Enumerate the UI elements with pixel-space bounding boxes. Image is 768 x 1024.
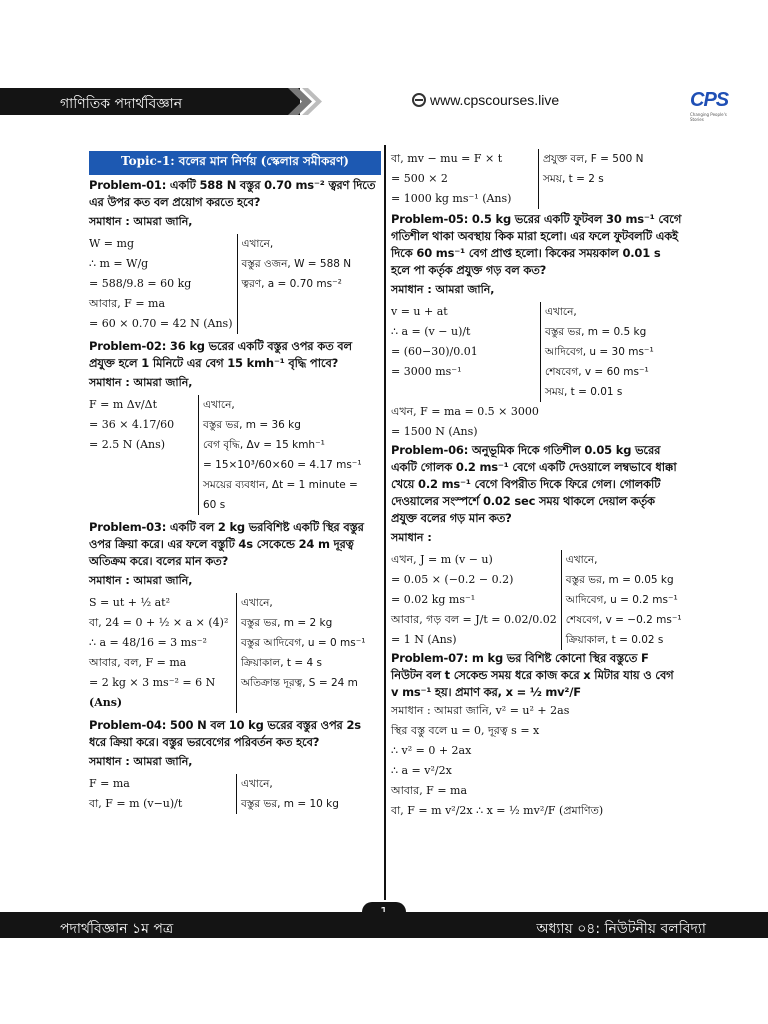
given-line: সময়, t = 0.01 s [545, 386, 623, 398]
website-url: www.cpscourses.live [430, 92, 560, 108]
footer-bar [0, 912, 768, 938]
problem-02-solution [89, 395, 381, 515]
given-line: বস্তুর আদিবেগ, u = 0 ms⁻¹ [241, 637, 366, 649]
problem-05-solution [391, 302, 683, 402]
equation-line: (Ans) [89, 696, 123, 709]
equation-line: = 3000 ms⁻¹ [391, 365, 462, 378]
equation-line: = 2 kg × 3 ms⁻² = 6 N [89, 676, 216, 689]
equation-line: F = m Δv/Δt [89, 398, 157, 411]
problem-06-given [562, 550, 683, 650]
equation-line: এখন, F = ma = 0.5 × 3000 [391, 405, 539, 418]
problem-03-solution [89, 593, 381, 713]
problem-04-working-continued [391, 149, 539, 209]
given-line: = 15×10³/60×60 = 4.17 ms⁻¹ [203, 459, 362, 471]
problem-01-question: Problem-01: একটি 588 N বস্তুর 0.70 ms⁻² ত্বরণ দিতে এর উপর কত বল প্রয়োগ করতে হবে? [89, 178, 376, 209]
given-line: বস্তুর ভর, m = 0.05 kg [565, 574, 674, 586]
logo-subtext: Changing People's Stories [690, 112, 727, 122]
equation-line: বা, F = m (v−u)/t [89, 797, 183, 810]
header-title-band [0, 88, 300, 115]
problem-01-solution [89, 234, 381, 334]
given-line: এখানে, [241, 778, 273, 790]
given-line: শেষবেগ, v = 60 ms⁻¹ [545, 366, 649, 378]
problem-04-solution [89, 774, 381, 814]
problem-04-working [89, 774, 237, 814]
equation-line: আবার, গড় বল = J/t = 0.02/0.02 [391, 613, 557, 626]
equation-line: = (60−30)/0.01 [391, 345, 478, 358]
problem-01-working [89, 234, 238, 334]
equation-line: = 588/9.8 = 60 kg [89, 277, 192, 290]
equation-line: = 0.02 kg ms⁻¹ [391, 593, 476, 606]
given-line: শেষবেগ, v = −0.2 ms⁻¹ [565, 614, 682, 626]
equation-line: স্থির বস্তু বলে u = 0, দূরত্ব s = x [391, 724, 540, 737]
header-title: গাণিতিক পদার্থবিজ্ঞান [60, 96, 183, 112]
problem-01-given [238, 234, 382, 334]
problem-02-working [89, 395, 199, 515]
given-line: ত্বরণ, a = 0.70 ms⁻² [241, 278, 342, 290]
problem-07-question: Problem-07: m kg ভর বিশিষ্ট কোনো স্থির বস্তুতে F নিউটন বল t সেকেন্ড সময় ধরে কাজ করে x মিটার যায় ও বেগ v ms⁻¹ হয়। প্রমাণ কর, x = ½ mv²/F [391, 651, 674, 699]
given-line: সময়, t = 2 s [543, 173, 604, 185]
solution-label: সমাধান : আমরা জানি, [89, 574, 193, 587]
footer-chapter: অধ্যায় ০৪: নিউটনীয় বলবিদ্যা [536, 921, 706, 937]
given-line: ক্রিয়াকাল, t = 4 s [241, 657, 322, 669]
problem-05-working [391, 302, 541, 402]
equation-line: আবার, F = ma [89, 297, 166, 310]
equation-line: সমাধান : আমরা জানি, v² = u² + 2as [391, 704, 570, 717]
given-line: আদিবেগ, u = 30 ms⁻¹ [545, 346, 654, 358]
given-line: এখানে, [241, 238, 274, 250]
given-line: আদিবেগ, u = 0.2 ms⁻¹ [565, 594, 678, 606]
given-line: এখানে, [203, 399, 235, 411]
given-line: 60 s [203, 499, 226, 511]
given-line: ক্রিয়াকাল, t = 0.02 s [565, 634, 664, 646]
left-column [89, 147, 381, 814]
equation-line: বা, mv − mu = F × t [391, 152, 503, 165]
equation-line: = 1500 N (Ans) [391, 425, 478, 438]
equation-line: এখন, J = m (v − u) [391, 553, 493, 566]
given-line: বস্তুর ভর, m = 2 kg [241, 617, 333, 629]
equation-line: F = ma [89, 777, 130, 790]
given-line: এখানে, [545, 306, 577, 318]
equation-line: = 60 × 0.70 = 42 N (Ans) [89, 317, 233, 330]
problem-06-solution [391, 550, 683, 650]
equation-line: ∴ v² = 0 + 2ax [391, 744, 472, 757]
globe-icon [412, 93, 426, 107]
given-line: এখানে, [565, 554, 598, 566]
solution-label: সমাধান : [391, 531, 432, 544]
right-column [391, 147, 683, 821]
logo-text: CPS [690, 89, 729, 111]
problem-03-given [237, 593, 381, 713]
equation-line: ∴ a = 48/16 = 3 ms⁻² [89, 636, 207, 649]
footer-subject: পদার্থবিজ্ঞান ১ম পত্র [60, 921, 174, 937]
equation-line: v = u + at [391, 305, 448, 318]
equation-line: বা, F = m v²/2x ∴ x = ½ mv²/F (প্রমাণিত) [391, 804, 604, 817]
equation-line: আবার, F = ma [391, 784, 468, 797]
problem-05-given [541, 302, 683, 402]
problem-02-given [199, 395, 381, 515]
problem-04-solution-continued [391, 149, 683, 209]
solution-label: সমাধান : আমরা জানি, [89, 376, 193, 389]
given-line: বস্তুর ভর, m = 36 kg [203, 419, 301, 431]
equation-line: = 1 N (Ans) [391, 633, 457, 646]
solution-label: সমাধান : আমরা জানি, [391, 283, 495, 296]
given-line: বস্তুর ভর, m = 0.5 kg [545, 326, 647, 338]
given-line: বেগ বৃদ্ধি, Δv = 15 kmh⁻¹ [203, 439, 325, 451]
equation-line: = 500 × 2 [391, 172, 448, 185]
problem-04-question: Problem-04: 500 N বল 10 kg ভরের বস্তুর ওপর 2s ধরে ক্রিয়া করে। বস্তুর ভরবেগের পরিবর্তন কত হবে? [89, 718, 361, 749]
equation-line: W = mg [89, 237, 134, 250]
given-line: বস্তুর ভর, m = 10 kg [241, 798, 339, 810]
problem-06-working [391, 550, 562, 650]
problem-04-given [237, 774, 381, 814]
equation-line: S = ut + ½ at² [89, 596, 171, 609]
given-line: বস্তুর ওজন, W = 588 N [241, 258, 352, 270]
solution-label: সমাধান : আমরা জানি, [89, 215, 193, 228]
equation-line: = 0.05 × (−0.2 − 0.2) [391, 573, 514, 586]
topic-heading: Topic-1: বলের মান নির্ণয় (স্কেলার সমীকরণ) [89, 151, 381, 175]
problem-03-working [89, 593, 237, 713]
equation-line: = 1000 kg ms⁻¹ (Ans) [391, 192, 512, 205]
equation-line: ∴ a = v²/2x [391, 764, 452, 777]
equation-line: আবার, বল, F = ma [89, 656, 187, 669]
problem-02-question: Problem-02: 36 kg ভরের একটি বস্তুর ওপর কত বল প্রযুক্ত হলে 1 মিনিটে এর বেগ 15 kmh⁻¹ বৃদ্ধি পাবে? [89, 339, 352, 370]
website-link[interactable] [412, 92, 559, 108]
given-line: সময়ের ব্যবধান, Δt = 1 minute = [203, 479, 358, 491]
equation-line: বা, 24 = 0 + ½ × a × (4)² [89, 616, 229, 629]
cps-logo [690, 89, 734, 122]
given-line: প্রযুক্ত বল, F = 500 N [543, 153, 644, 165]
equation-line: ∴ a = (v − u)/t [391, 325, 471, 338]
solution-label: সমাধান : আমরা জানি, [89, 755, 193, 768]
problem-04-given-continued [539, 149, 683, 209]
equation-line: ∴ m = W/g [89, 257, 149, 270]
problem-06-question: Problem-06: অনুভূমিক দিকে গতিশীল 0.05 kg ভরের একটি গোলক 0.2 ms⁻¹ বেগে একটি দেওয়ালে লম্বভাবে ধাক্কা খেয়ে 0.2 ms⁻¹ বেগে বিপরীত দিকে ফিরে গেল। গোলকটি দেওয়ালের সংস্পর্শে 0.02 sec সময় থাকলে দেয়াল কর্তৃক প্রযুক্ত বলের গড় মান কত? [391, 443, 677, 525]
column-divider [384, 145, 386, 900]
problem-03-question: Problem-03: একটি বল 2 kg ভরবিশিষ্ট একটি স্থির বস্তুর ওপর ক্রিয়া করে। এর ফলে বস্তুটি 4s সেকেন্ডে 24 m দূরত্ব অতিক্রম করে। বলের মান কত? [89, 520, 364, 568]
chevron-arrows-icon [272, 88, 322, 115]
problem-05-question: Problem-05: 0.5 kg ভরের একটি ফুটবল 30 ms⁻¹ বেগে গতিশীল থাকা অবস্থায় কিক মারা হলো। এর ফলে ফুটবলটি একই দিকে 60 ms⁻¹ বেগ প্রাপ্ত হলো। কিকের সময়কাল 0.01 s হলে পা কর্তৃক প্রযুক্ত গড় বল কত? [391, 212, 682, 277]
given-line: অতিক্রান্ত দূরত্ব, S = 24 m [241, 677, 358, 689]
header-bar [0, 88, 768, 115]
equation-line: = 2.5 N (Ans) [89, 438, 166, 451]
equation-line: = 36 × 4.17/60 [89, 418, 175, 431]
given-line: এখানে, [241, 597, 273, 609]
